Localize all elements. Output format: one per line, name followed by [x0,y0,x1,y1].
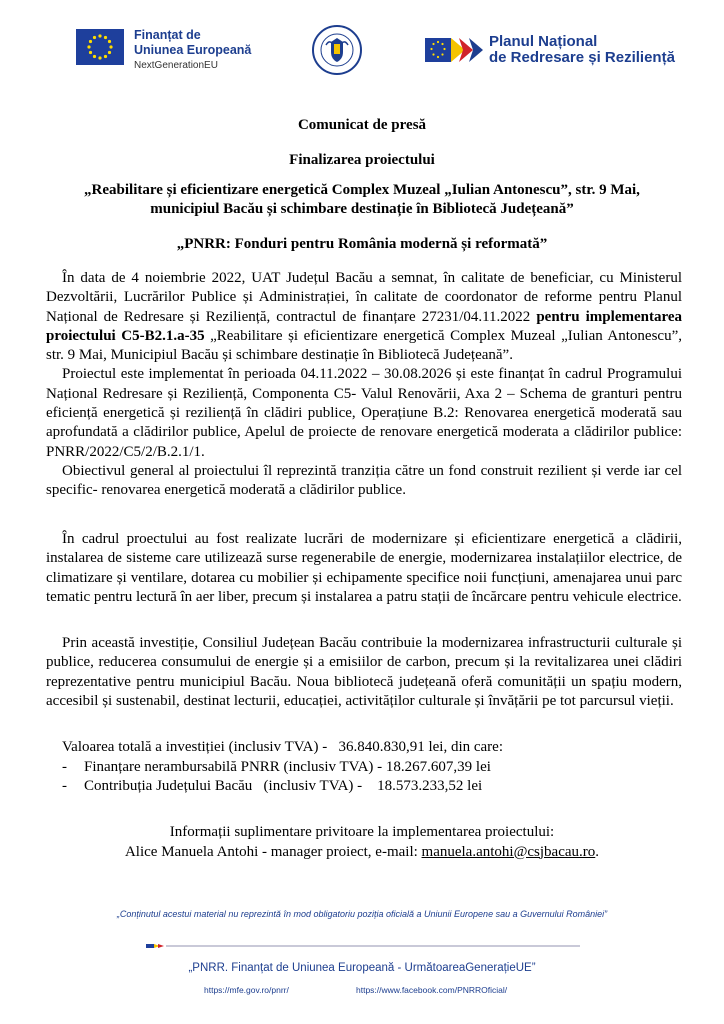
eu-funding-label [134,28,251,72]
paragraph-works: În cadrul proectului au fost realizate lucrări de modernizare și eficientizare energetică a clădirii, instalarea de sisteme care utilizează surse regenerabile de energie, modernizarea instalațiilor electrice, de climatizare și ventilare, dotarea cu mobilier și echipamente specifice noii funcțiuni, amenajarea unui parc tematic pentru lectură în aer liber, precum și instalarea a patru stații de încărcare pentru vehicule electrice. [46,531,682,605]
email-link[interactable]: manuela.antohi@csjbacau.ro [421,843,596,860]
county-value: Contribuția Județului Bacău (inclusiv TVA) - 18.573.233,52 lei [84,778,483,794]
body-block-3 [46,634,682,711]
contact-role: manager proiect, e-mail: [270,843,422,860]
pnrr-label [489,34,675,66]
body-block-2 [46,530,682,607]
info-heading: Informații suplimentare privitoare la implementarea proiectului: [169,824,555,840]
pnrr-line-1: Planul Național [489,33,598,50]
p1-text-b: pentru implementarea proiectului C5-B2.1.a-35 [46,308,683,344]
project-title [40,181,684,219]
contact-name: Alice Manuela Antohi - [124,843,271,860]
bullet-dash: - [62,778,67,794]
p1-text-a: În data de 4 noiembrie 2022, UAT Județul Bacău a semnat, în calitate de beneficiar, cu Ministerul Dezvoltării, Lucrărilor Publice și Administrației, în calitate de coordonator de reforme pentru Planul Național de Redresare și Reziliență, contractul de finanțare 27231/04.11.2022 [46,270,682,325]
total-value: Valoarea totală a investiției (inclusiv TVA) - 36.840.830,91 lei, din care: [62,739,503,755]
project-title-line-1: „Reabilitare și eficientizare energetică Complex Muzeal „Iulian Antonescu”, str. 9 Mai, [84,182,640,198]
paragraph-investment: Prin această investiție, Consiliul Județean Bacău contribuie la modernizarea infrastructurii culturale și publice, reducerea consumului de energie și a emisiilor de carbon, precum și la revitalizarea unei clădiri reprezentative pentru municipiul Bacău. Noua bibliotecă județeană oferă comunității un spațiu modern, accesibil și sustenabil, destinat lecturii, educației, activităților culturale și învățării pe tot parcursul vieții. [46,635,682,709]
footer-disclaimer: „Conținutul acestui material nu reprezintă în mod obligatoriu poziția oficială a Uniunii Europene sau a Guvernului României” [116,909,608,919]
paragraph-objective: Obiectivul general al proiectului îl reprezintă tranziția către un fond construit rezilient și verde iar cel specific- renovarea energetică moderată a clădirilor publice. [46,462,682,499]
county-value-row [62,777,503,797]
footer-link-facebook[interactable]: https://www.facebook.com/PNRROficial/ [356,985,508,995]
footer-color-bar [146,937,580,945]
pnrr-flag-icon [425,35,485,65]
eu-line-3: NextGenerationEU [134,60,218,71]
pnrr-logo-mark [425,35,485,65]
pnrr-value: Finanțare nerambursabilă PNRR (inclusiv TVA) - 18.267.607,39 lei [84,758,491,775]
romanian-government-seal [312,25,362,75]
body-block-1 [46,269,682,501]
eu-line-1: Finanțat de [134,28,201,42]
values-list [62,738,503,797]
pnrr-line-2: de Redresare și Reziliență [489,49,675,66]
paragraph-contract [46,269,682,365]
p1-text-c: „Reabilitare și eficientizare energetică Complex Muzeal „Iulian Antonescu”, str. 9 Mai, Municipiul Bacău și schimbare destinație în Bibliotecă Județeană”. [46,327,682,364]
footer-link-mfe[interactable]: https://mfe.gov.ro/pnrr/ [204,985,289,995]
coat-of-arms-icon [312,25,362,75]
eu-flag-logo [76,29,124,65]
eu-line-2: Uniunea Europeană [134,43,252,57]
document-type: Comunicat de presă [297,117,427,133]
pnrr-value-row [62,758,503,778]
paragraph-implementation: Proiectul este implementat în perioada 04.11.2022 – 30.08.2026 și este finanțat în cadrul Programului Național Redresare și Reziliență, Componenta C5- Valul Renovării, Axa 2 – Schema de granturi pentru eficiență energetică și reziliență în clădiri publice, Operațiune B.2: Renovarea energetică moderată sau aprofundată a clădirilor publice, Apelul de proiecte de renovare energetică moderata a clădirilor publice: PNRR/2022/C5/2/B.2.1/1. [46,366,682,460]
footer-stripe-icon [146,942,580,950]
footer-slogan: „PNRR. Finanțat de Uniunea Europeană - UrmătoareaGenerațieUE” [188,962,536,974]
document-subtitle: Finalizarea proiectului [289,152,435,168]
project-title-line-2: municipiul Bacău și schimbare destinație în Bibliotecă Județeană” [150,201,574,217]
eu-stars-icon [76,29,124,65]
bullet-dash: - [62,758,67,775]
contact-end: . [595,843,600,860]
program-slogan: „PNRR: Fonduri pentru România modernă și reformată” [176,236,548,252]
contact-line [0,843,724,863]
contact-info [0,823,724,862]
